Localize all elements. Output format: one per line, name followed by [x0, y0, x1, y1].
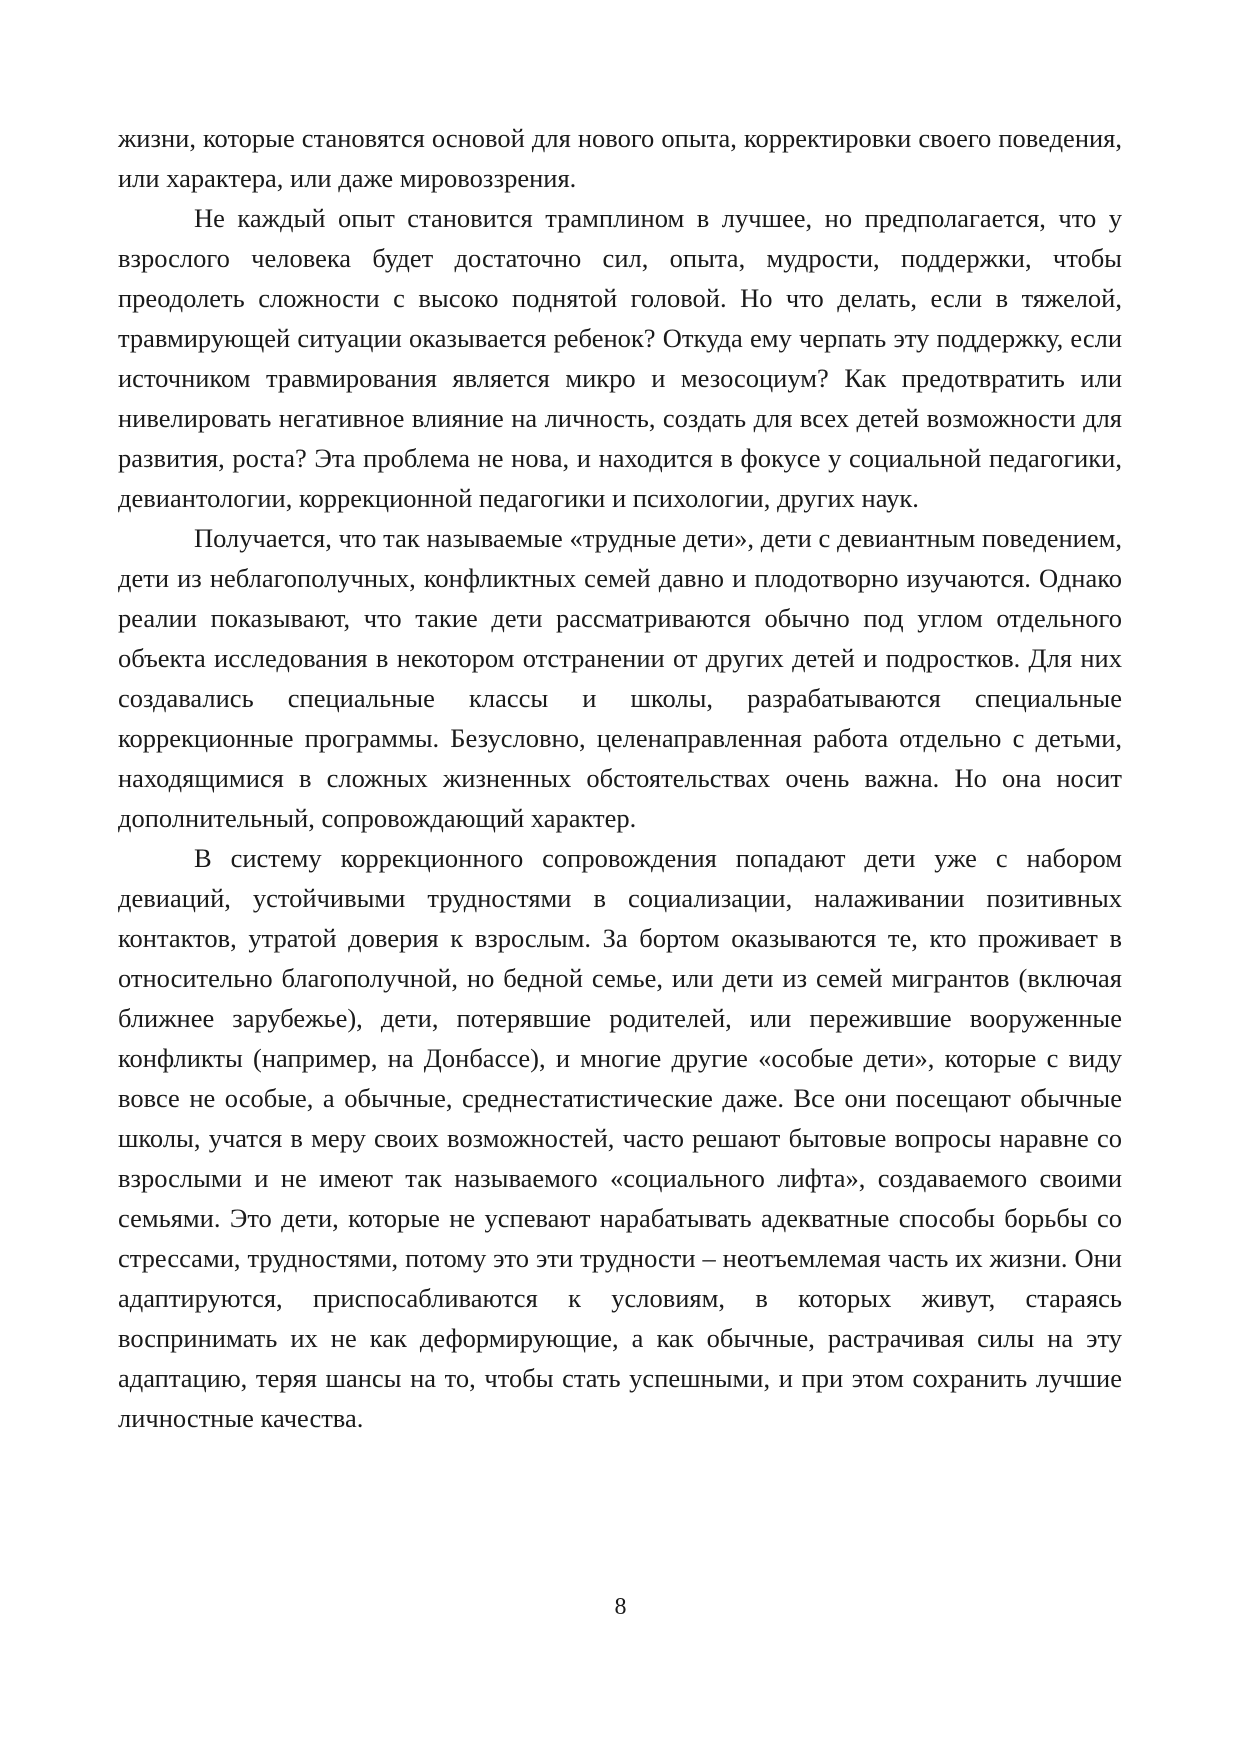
- body-text: [118, 118, 1122, 1438]
- paragraph-correctional-support: В систему коррекционного сопровождения попадают дети уже с набором девиаций, устойчивыми трудностями в социализации, налаживании позитивных контактов, утратой доверия к взрослым. За бортом оказываются те, кто проживает в относительно благополучной, но бедной семье, или дети из семей мигрантов (включая ближнее зарубежье), дети, потерявшие родителей, или пережившие вооруженные конфликты (например, на Донбассе), и многие другие «особые дети», которые с виду вовсе не особые, а обычные, среднестатистические даже. Все они посещают обычные школы, учатся в меру своих возможностей, часто решают бытовые вопросы наравне со взрослыми и не имеют так называемого «социального лифта», создаваемого своими семьями. Это дети, которые не успевают нарабатывать адекватные способы борьбы со стрессами, трудностями, потому это эти трудности – неотъемлемая часть их жизни. Они адаптируются, приспосабливаются к условиям, в которых живут, стараясь воспринимать их не как деформирующие, а как обычные, растрачивая силы на эту адаптацию, теряя шансы на то, чтобы стать успешными, и при этом сохранить лучшие личностные качества.: [118, 843, 1122, 1433]
- page-number: 8: [614, 1594, 627, 1620]
- paragraph-difficult-children: Получается, что так называемые «трудные дети», дети с девиантным поведением, дети из неблагополучных, конфликтных семей давно и плодотворно изучаются. Однако реалии показывают, что такие дети рассматриваются обычно под углом отдельного объекта исследования в некотором отстранении от других детей и подростков. Для них создавались специальные классы и школы, разрабатываются специальные коррекционные программы. Безусловно, целенаправленная работа отдельно с детьми, находящимися в сложных жизненных обстоятельствах очень важна. Но она носит дополнительный, сопровождающий характер.: [118, 523, 1122, 833]
- paragraph-experience: Не каждый опыт становится трамплином в лучшее, но предполагается, что у взрослого человека будет достаточно сил, опыта, мудрости, поддержки, чтобы преодолеть сложности с высоко поднятой головой. Но что делать, если в тяжелой, травмирующей ситуации оказывается ребенок? Откуда ему черпать эту поддержку, если источником травмирования является микро и мезосоциум? Как предотвратить или нивелировать негативное влияние на личность, создать для всех детей возможности для развития, роста? Эта проблема не нова, и находится в фокусе у социальной педагогики, девиантологии, коррекционной педагогики и психологии, других наук.: [118, 203, 1122, 513]
- paragraph-continued: жизни, которые становятся основой для нового опыта, корректировки своего поведения, или характера, или даже мировоззрения.: [118, 123, 1122, 193]
